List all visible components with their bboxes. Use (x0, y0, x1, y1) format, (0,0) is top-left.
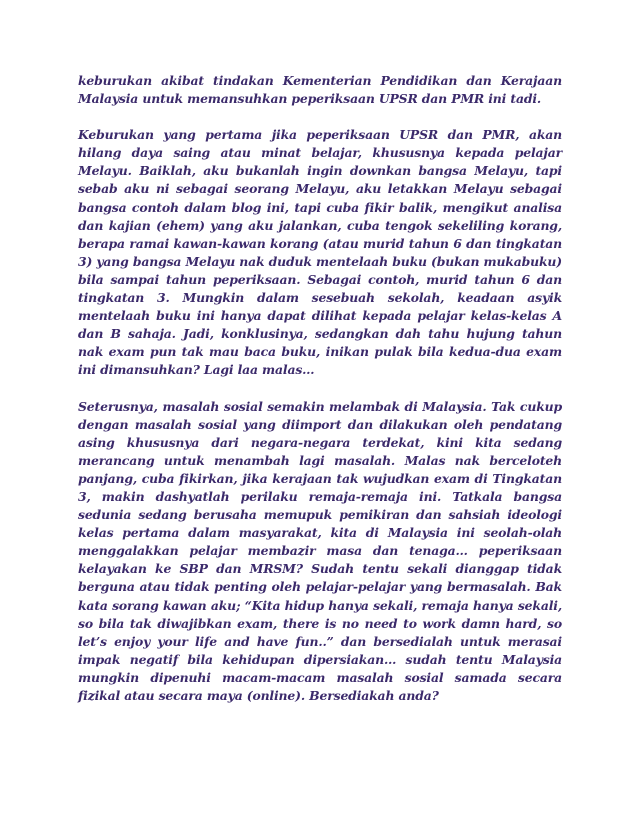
paragraph-spacer (78, 380, 562, 398)
paragraph-spacer (78, 108, 562, 126)
document-body (78, 72, 562, 705)
paragraph-social-problems: Seterusnya, masalah sosial semakin melambak di Malaysia. Tak cukup dengan masalah sosial yang diimport dan dilakukan oleh pendatang asing khususnya dari negara-negara terdekat, kini kita sedang merancang untuk menambah lagi masalah. Malas nak berceloteh panjang, cuba fikirkan, jika kerajaan tak wujudkan exam di Tingkatan 3, makin dashyatlah perilaku remaja-remaja ini. Tatkala bangsa sedunia sedang berusaha memupuk pemikiran dan sahsiah ideologi kelas pertama dalam masyarakat, kita di Malaysia ini seolah-olah menggalakkan pelajar membazir masa dan tenaga… peperiksaan kelayakan ke SBP dan MRSM? Sudah tentu sekali dianggap tidak berguna atau tidak penting oleh pelajar-pelajar yang bermasalah. Bak kata sorang kawan aku; “Kita hidup hanya sekali, remaja hanya sekali, so bila tak diwajibkan exam, there is no need to work damn hard, so let’s enjoy your life and have fun..” dan bersedialah untuk merasai impak negatif bila kehidupan dipersiakan… sudah tentu Malaysia mungkin dipenuhi macam-macam masalah sosial samada secara fizikal atau secara maya (online). Bersediakah anda? (78, 398, 562, 703)
paragraph-intro: keburukan akibat tindakan Kementerian Pendidikan dan Kerajaan Malaysia untuk memansuhkan peperiksaan UPSR dan PMR ini tadi. (78, 73, 562, 107)
paragraph-first-disadvantage: Keburukan yang pertama jika peperiksaan UPSR dan PMR, akan hilang daya saing atau minat belajar, khususnya kepada pelajar Melayu. Baiklah, aku bukanlah ingin downkan bangsa Melayu, tapi sebab aku ni sebagai seorang Melayu, aku letakkan Melayu sebagai bangsa contoh dalam blog ini, tapi cuba fikir balik, mengikut analisa dan kajian (ehem) yang aku jalankan, cuba tengok sekeliling korang, berapa ramai kawan-kawan korang (atau murid tahun 6 dan tingkatan 3) yang bangsa Melayu nak duduk mentelaah buku (bukan mukabuku) bila sampai tahun peperiksaan. Sebagai contoh, murid tahun 6 dan tingkatan 3. Mungkin dalam sesebuah sekolah, keadaan asyik mentelaah buku ini hanya dapat dilihat kepada pelajar kelas-kelas A dan B sahaja. Jadi, konklusinya, sedangkan dah tahu hujung tahun nak exam pun tak mau baca buku, inikan pulak bila kedua-dua exam ini dimansuhkan? Lagi laa malas… (78, 127, 562, 378)
